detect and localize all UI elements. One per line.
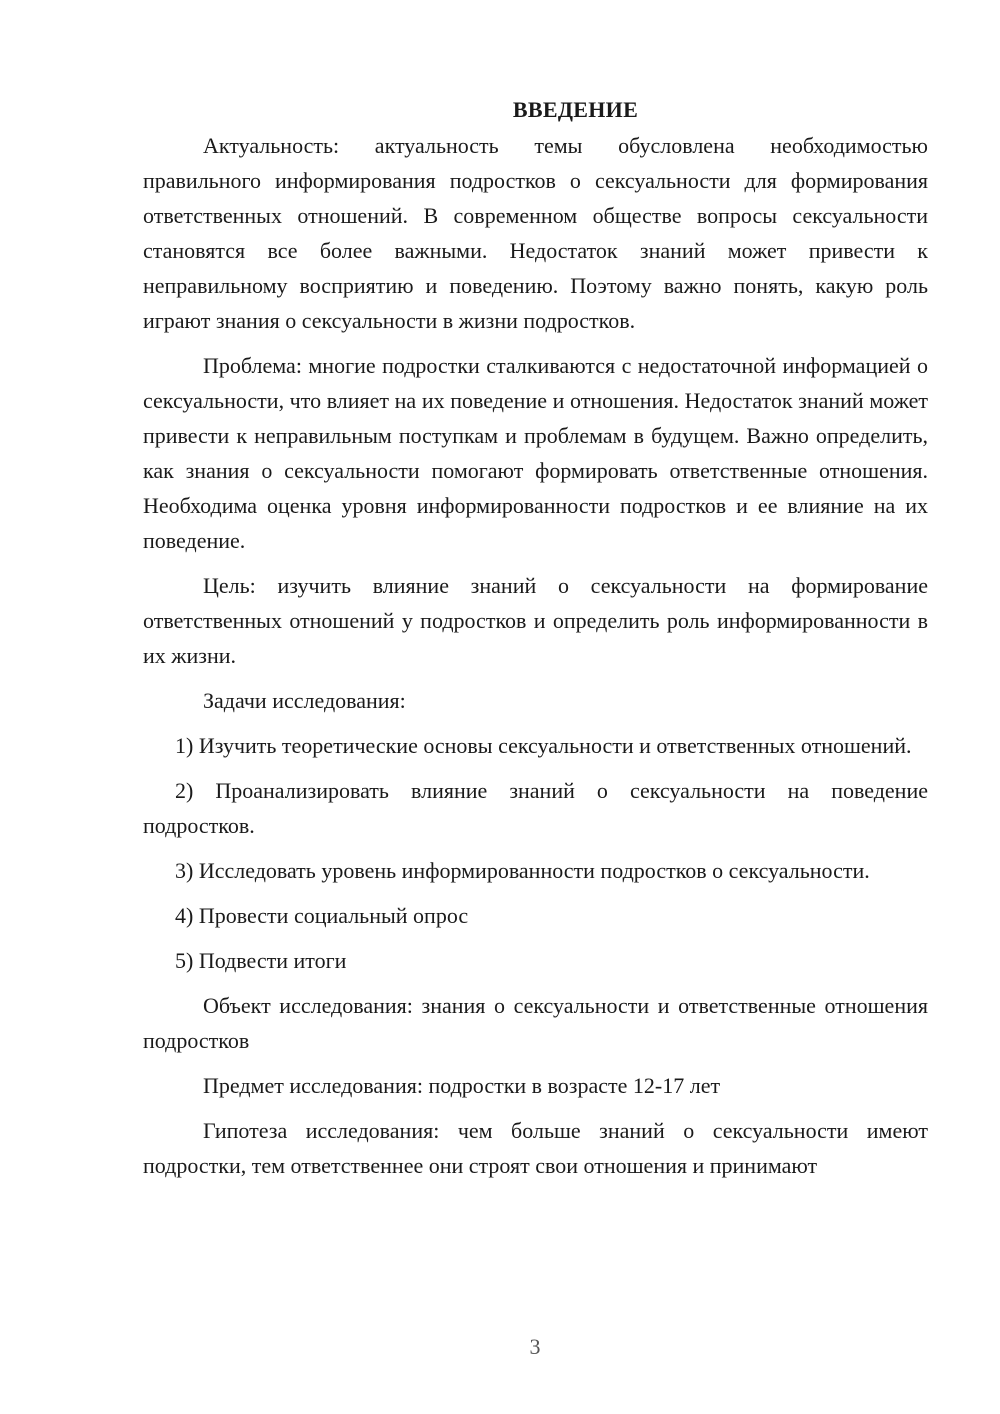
document-body bbox=[143, 94, 928, 1193]
relevance-paragraph: Актуальность: актуальность темы обусловлена необходимостью правильного информирования подростков о сексуальности для формирования ответственных отношений. В современном обществе вопросы сексуальности становятся все более важными. Недостаток знаний может привести к неправильному восприятию и поведению. Поэтому важно понять, какую роль играют знания о сексуальности в жизни подростков. bbox=[143, 133, 928, 333]
object-paragraph: Объект исследования: знания о сексуальности и ответственные отношения подростков bbox=[143, 993, 928, 1053]
page-number: 3 bbox=[529, 1334, 541, 1359]
tasks-title: Задачи исследования: bbox=[203, 688, 406, 713]
task-item-4: 4) Провести социальный опрос bbox=[175, 903, 469, 928]
task-item-2: 2) Проанализировать влияние знаний о сексуальности на поведение подростков. bbox=[143, 778, 928, 838]
task-item-5: 5) Подвести итоги bbox=[175, 948, 347, 973]
problem-paragraph: Проблема: многие подростки сталкиваются с недостаточной информацией о сексуальности, что влияет на их поведение и отношения. Недостаток знаний может привести к неправильным поступкам и проблемам в будущем. Важно определить, как знания о сексуальности помогают формировать ответственные отношения. Необходима оценка уровня информированности подростков и ее влияние на их поведение. bbox=[143, 353, 928, 553]
section-heading: ВВЕДЕНИЕ bbox=[512, 97, 639, 122]
subject-paragraph: Предмет исследования: подростки в возрасте 12-17 лет bbox=[203, 1073, 721, 1098]
goal-paragraph: Цель: изучить влияние знаний о сексуальности на формирование ответственных отношений у подростков и определить роль информированности в их жизни. bbox=[143, 573, 928, 668]
task-item-1: 1) Изучить теоретические основы сексуальности и ответственных отношений. bbox=[175, 733, 912, 758]
task-item-3: 3) Исследовать уровень информированности подростков о сексуальности. bbox=[175, 858, 870, 883]
hypothesis-paragraph: Гипотеза исследования: чем больше знаний о сексуальности имеют подростки, тем ответственнее они строят свои отношения и принимают bbox=[143, 1118, 928, 1178]
